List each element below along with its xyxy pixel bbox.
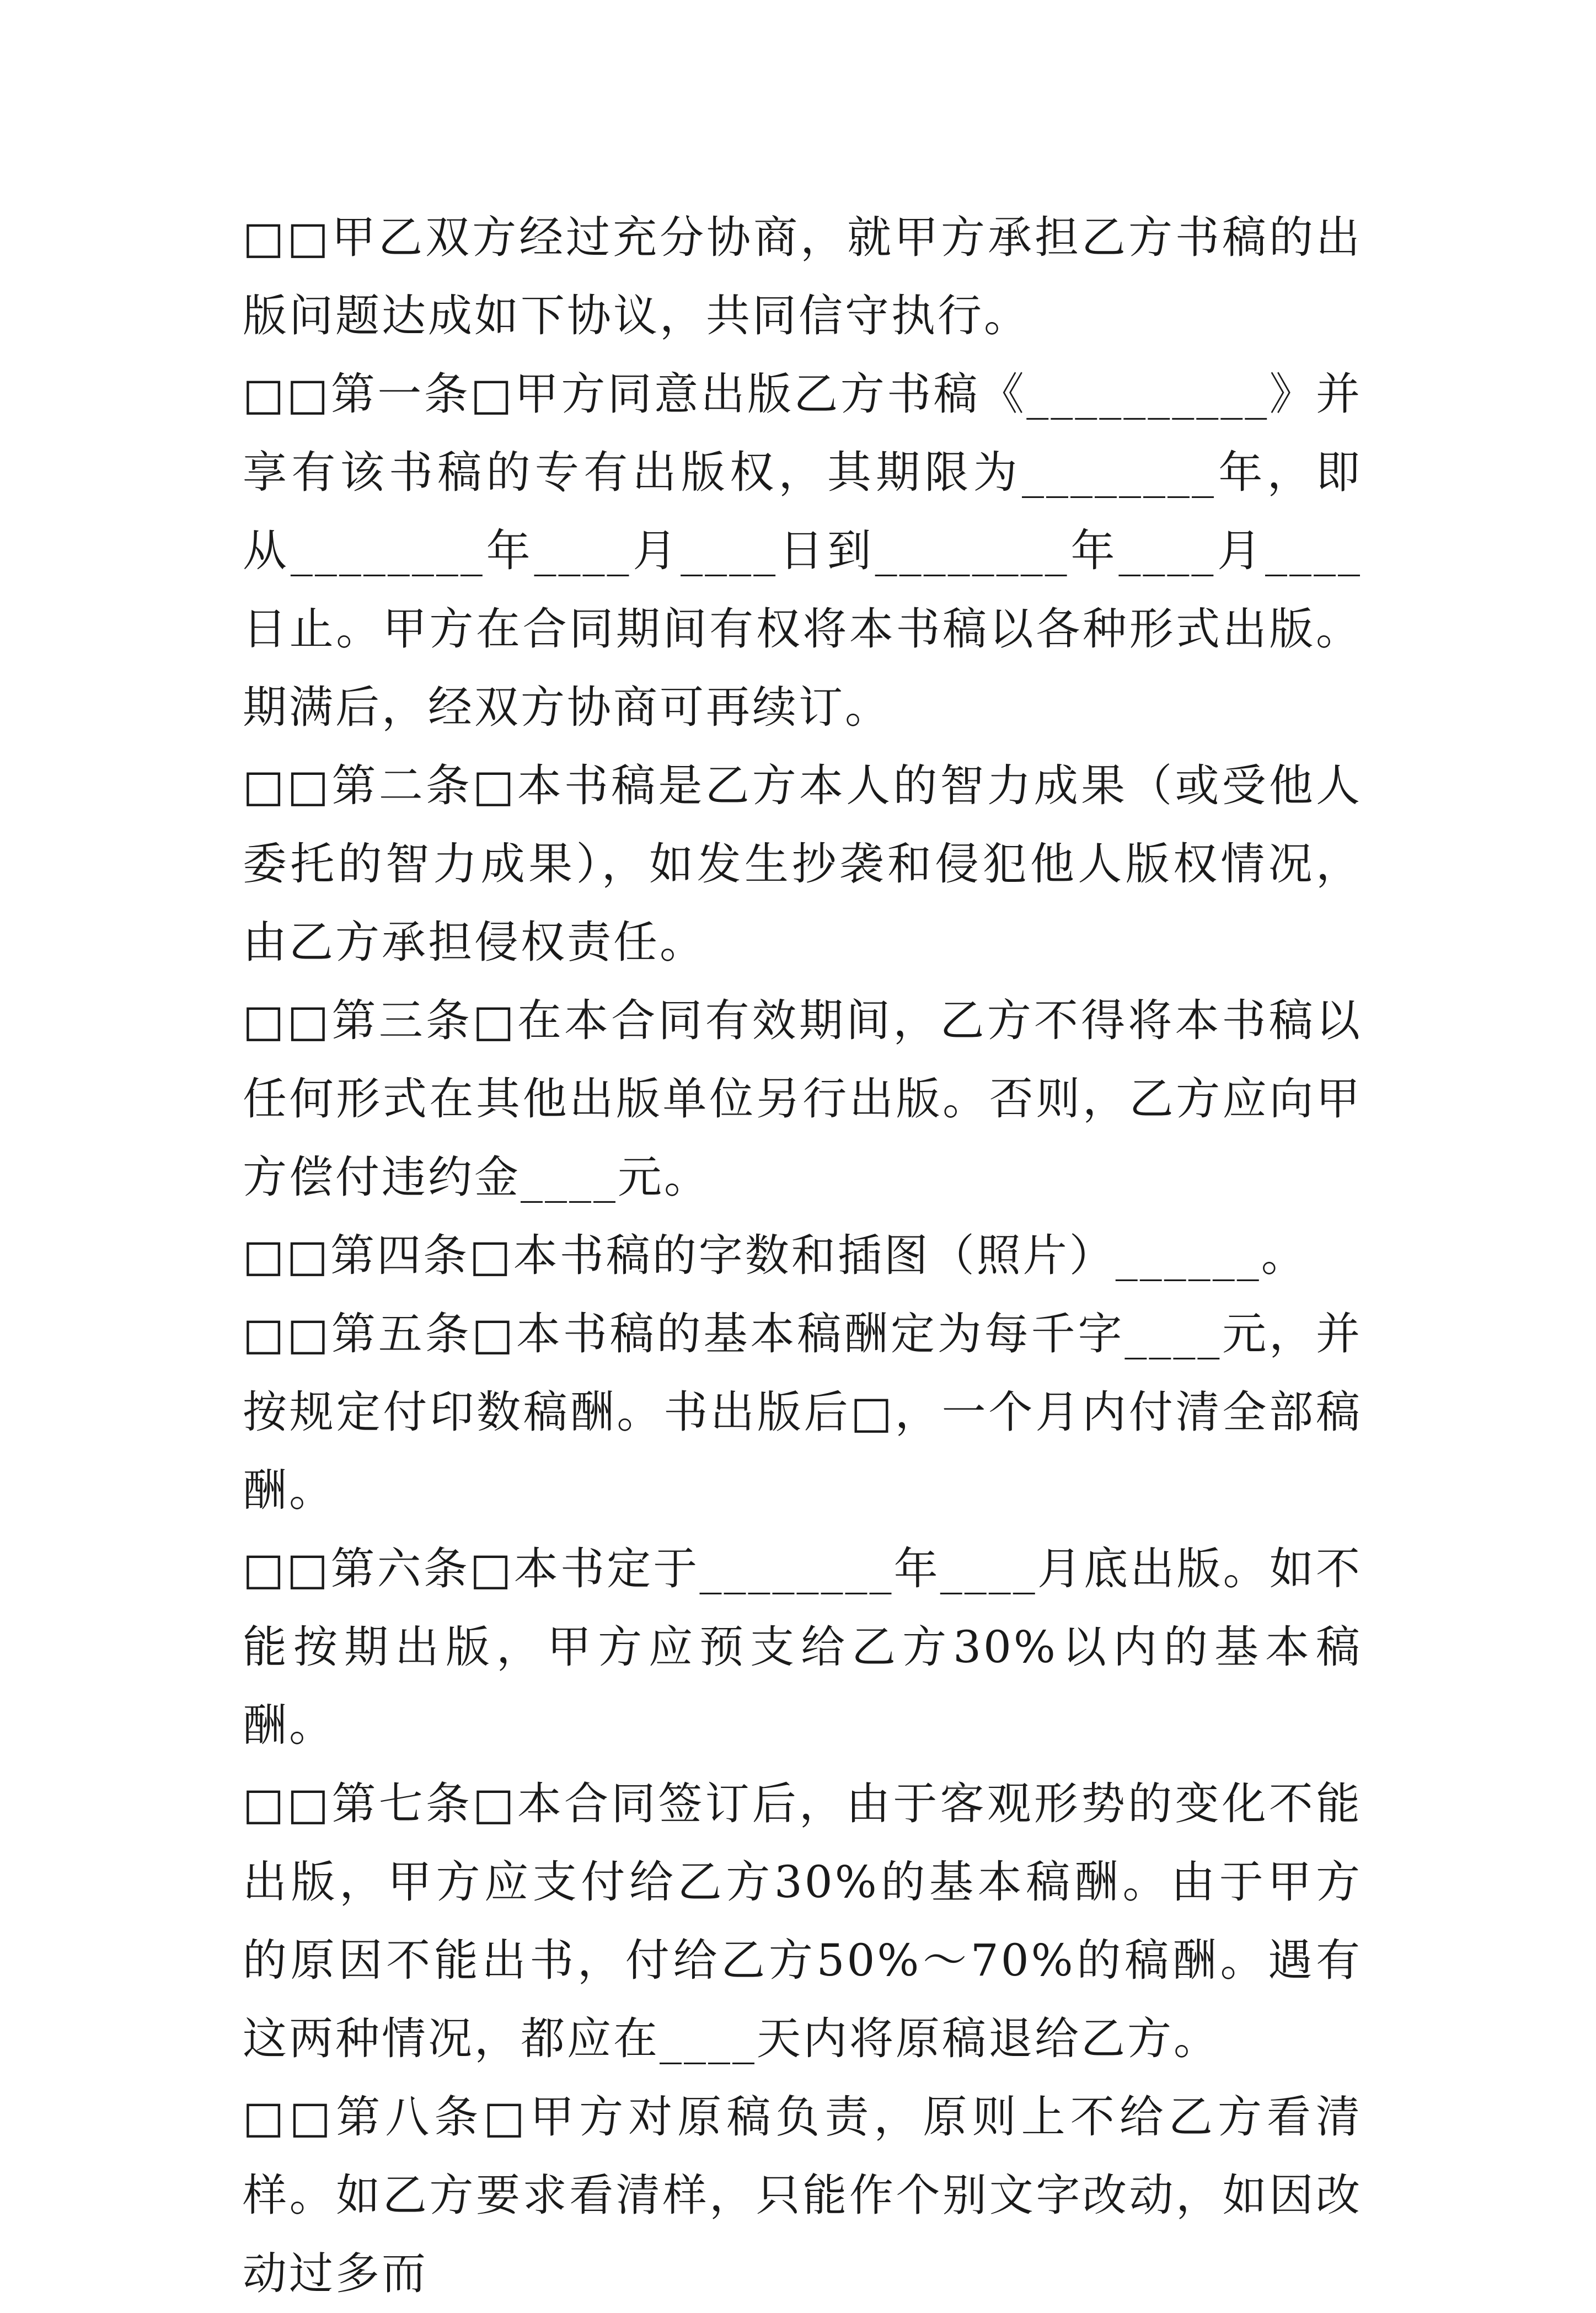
article-5-paragraph: □□第五条□本书稿的基本稿酬定为每千字____元，并按规定付印数稿酬。书出版后□，一个月内付清全部稿酬。 (243, 1308, 1362, 1516)
article-2-paragraph: □□第二条□本书稿是乙方本人的智力成果（或受他人委托的智力成果），如发生抄袭和侵犯他人版权情况，由乙方承担侵权责任。 (243, 760, 1362, 968)
article-3-paragraph: □□第三条□在本合同有效期间，乙方不得将本书稿以任何形式在其他出版单位另行出版。否则，乙方应向甲方偿付违约金____元。 (243, 995, 1362, 1203)
article-1-paragraph: □□第一条□甲方同意出版乙方书稿《__________》并享有该书稿的专有出版权，其期限为________年，即从________年____月____日到________年____月____日止。甲方在合同期间有权将本书稿以各种形式出版。期满后，经双方协商可再续订。 (243, 368, 1362, 733)
article-7-paragraph: □□第七条□本合同签订后，由于客观形势的变化不能出版，甲方应支付给乙方30%的基本稿酬。由于甲方的原因不能出书，付给乙方50%～70%的稿酬。遇有这两种情况，都应在____天内将原稿退给乙方。 (243, 1778, 1362, 2064)
article-8-paragraph: □□第八条□甲方对原稿负责，原则上不给乙方看清样。如乙方要求看清样，只能作个别文字改动，如因改动过多而 (243, 2091, 1362, 2299)
intro-paragraph: □□甲乙双方经过充分协商，就甲方承担乙方书稿的出版问题达成如下协议，共同信守执行。 (243, 212, 1362, 341)
contract-body (243, 199, 1362, 2313)
article-6-paragraph: □□第六条□本书定于________年____月底出版。如不能按期出版，甲方应预支给乙方30%以内的基本稿酬。 (243, 1543, 1362, 1751)
article-4-paragraph: □□第四条□本书稿的字数和插图（照片）______。 (243, 1230, 1308, 1281)
